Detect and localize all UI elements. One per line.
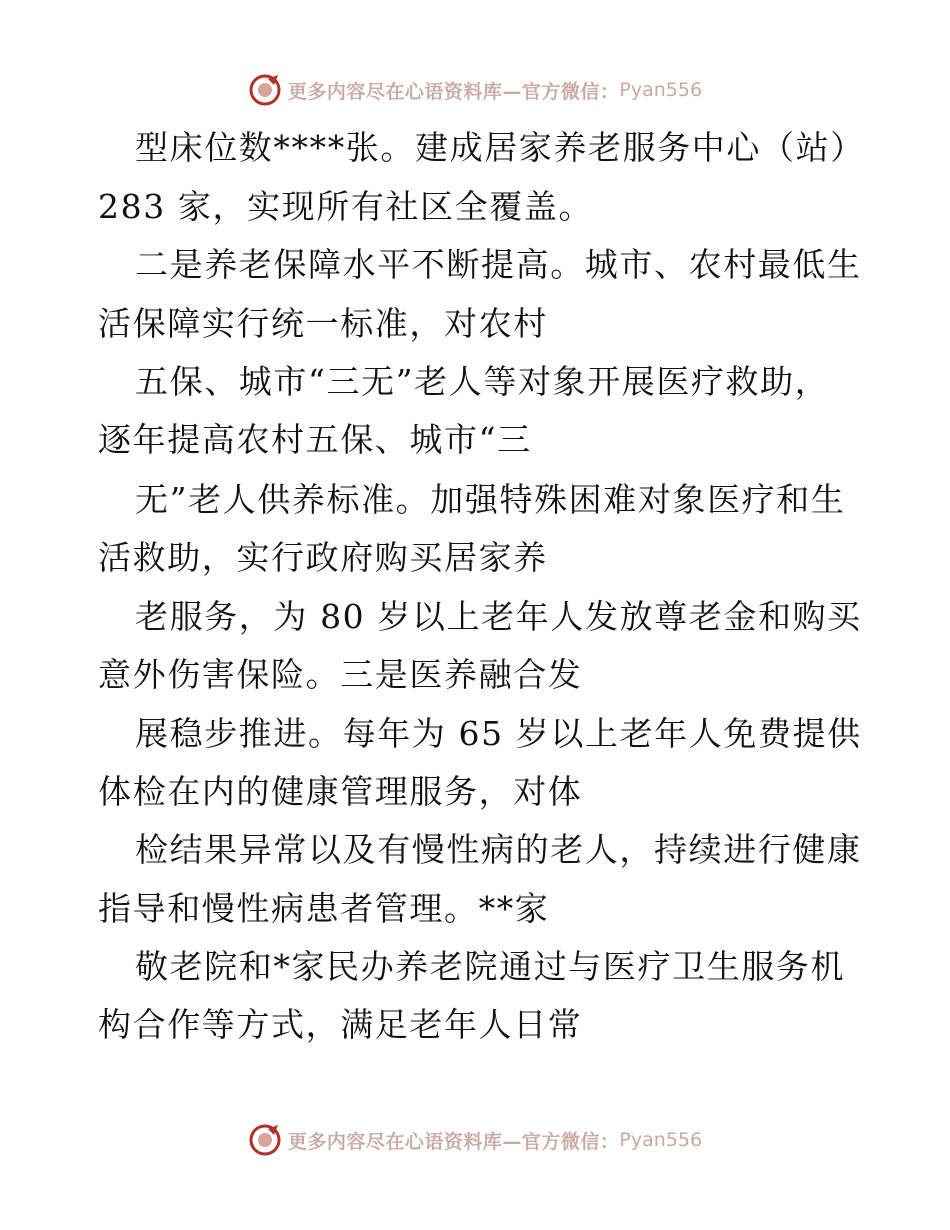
logo-icon — [248, 73, 282, 107]
body-line: 意外伤害保险。三是医养融合发 — [98, 655, 583, 694]
body-line: 283 家，实现所有社区全覆盖。 — [98, 187, 594, 226]
body-line: 型床位数****张。建成居家养老服务中心（站） — [135, 128, 865, 167]
body-line: 指导和慢性病患者管理。**家 — [98, 889, 550, 928]
body-line: 活保障实行统一标准，对农村 — [98, 304, 548, 343]
body-line: 体检在内的健康管理服务，对体 — [98, 772, 583, 811]
body-line: 二是养老保障水平不断提高。城市、农村最低生 — [135, 245, 862, 284]
footer-banner-text: 更多内容尽在心语资料库—官方微信： — [287, 1130, 620, 1153]
body-line: 无”老人供养标准。加强特殊困难对象医疗和生 — [135, 480, 846, 519]
logo-icon — [248, 1123, 282, 1157]
body-line: 逐年提高农村五保、城市“三 — [98, 420, 532, 459]
footer-banner-wechat: Pyan556 — [619, 1129, 703, 1151]
body-line: 检结果异常以及有慢性病的老人，持续进行健康 — [135, 830, 862, 869]
body-line: 五保、城市“三无”老人等对象开展医疗救助， — [135, 362, 830, 401]
body-line: 展稳步推进。每年为 65 岁以上老年人免费提供 — [135, 714, 862, 753]
body-line: 敬老院和*家民办养老院通过与医疗卫生服务机 — [135, 947, 846, 986]
header-banner — [0, 70, 950, 110]
footer-banner — [0, 1120, 950, 1160]
body-line: 活救助，实行政府购买居家养 — [98, 538, 548, 577]
body-line: 构合作等方式，满足老年人日常 — [98, 1005, 583, 1044]
header-banner-wechat: Pyan556 — [619, 79, 703, 101]
header-banner-text: 更多内容尽在心语资料库—官方微信： — [287, 80, 620, 103]
body-line: 老服务，为 80 岁以上老年人发放尊老金和购买 — [135, 597, 862, 636]
